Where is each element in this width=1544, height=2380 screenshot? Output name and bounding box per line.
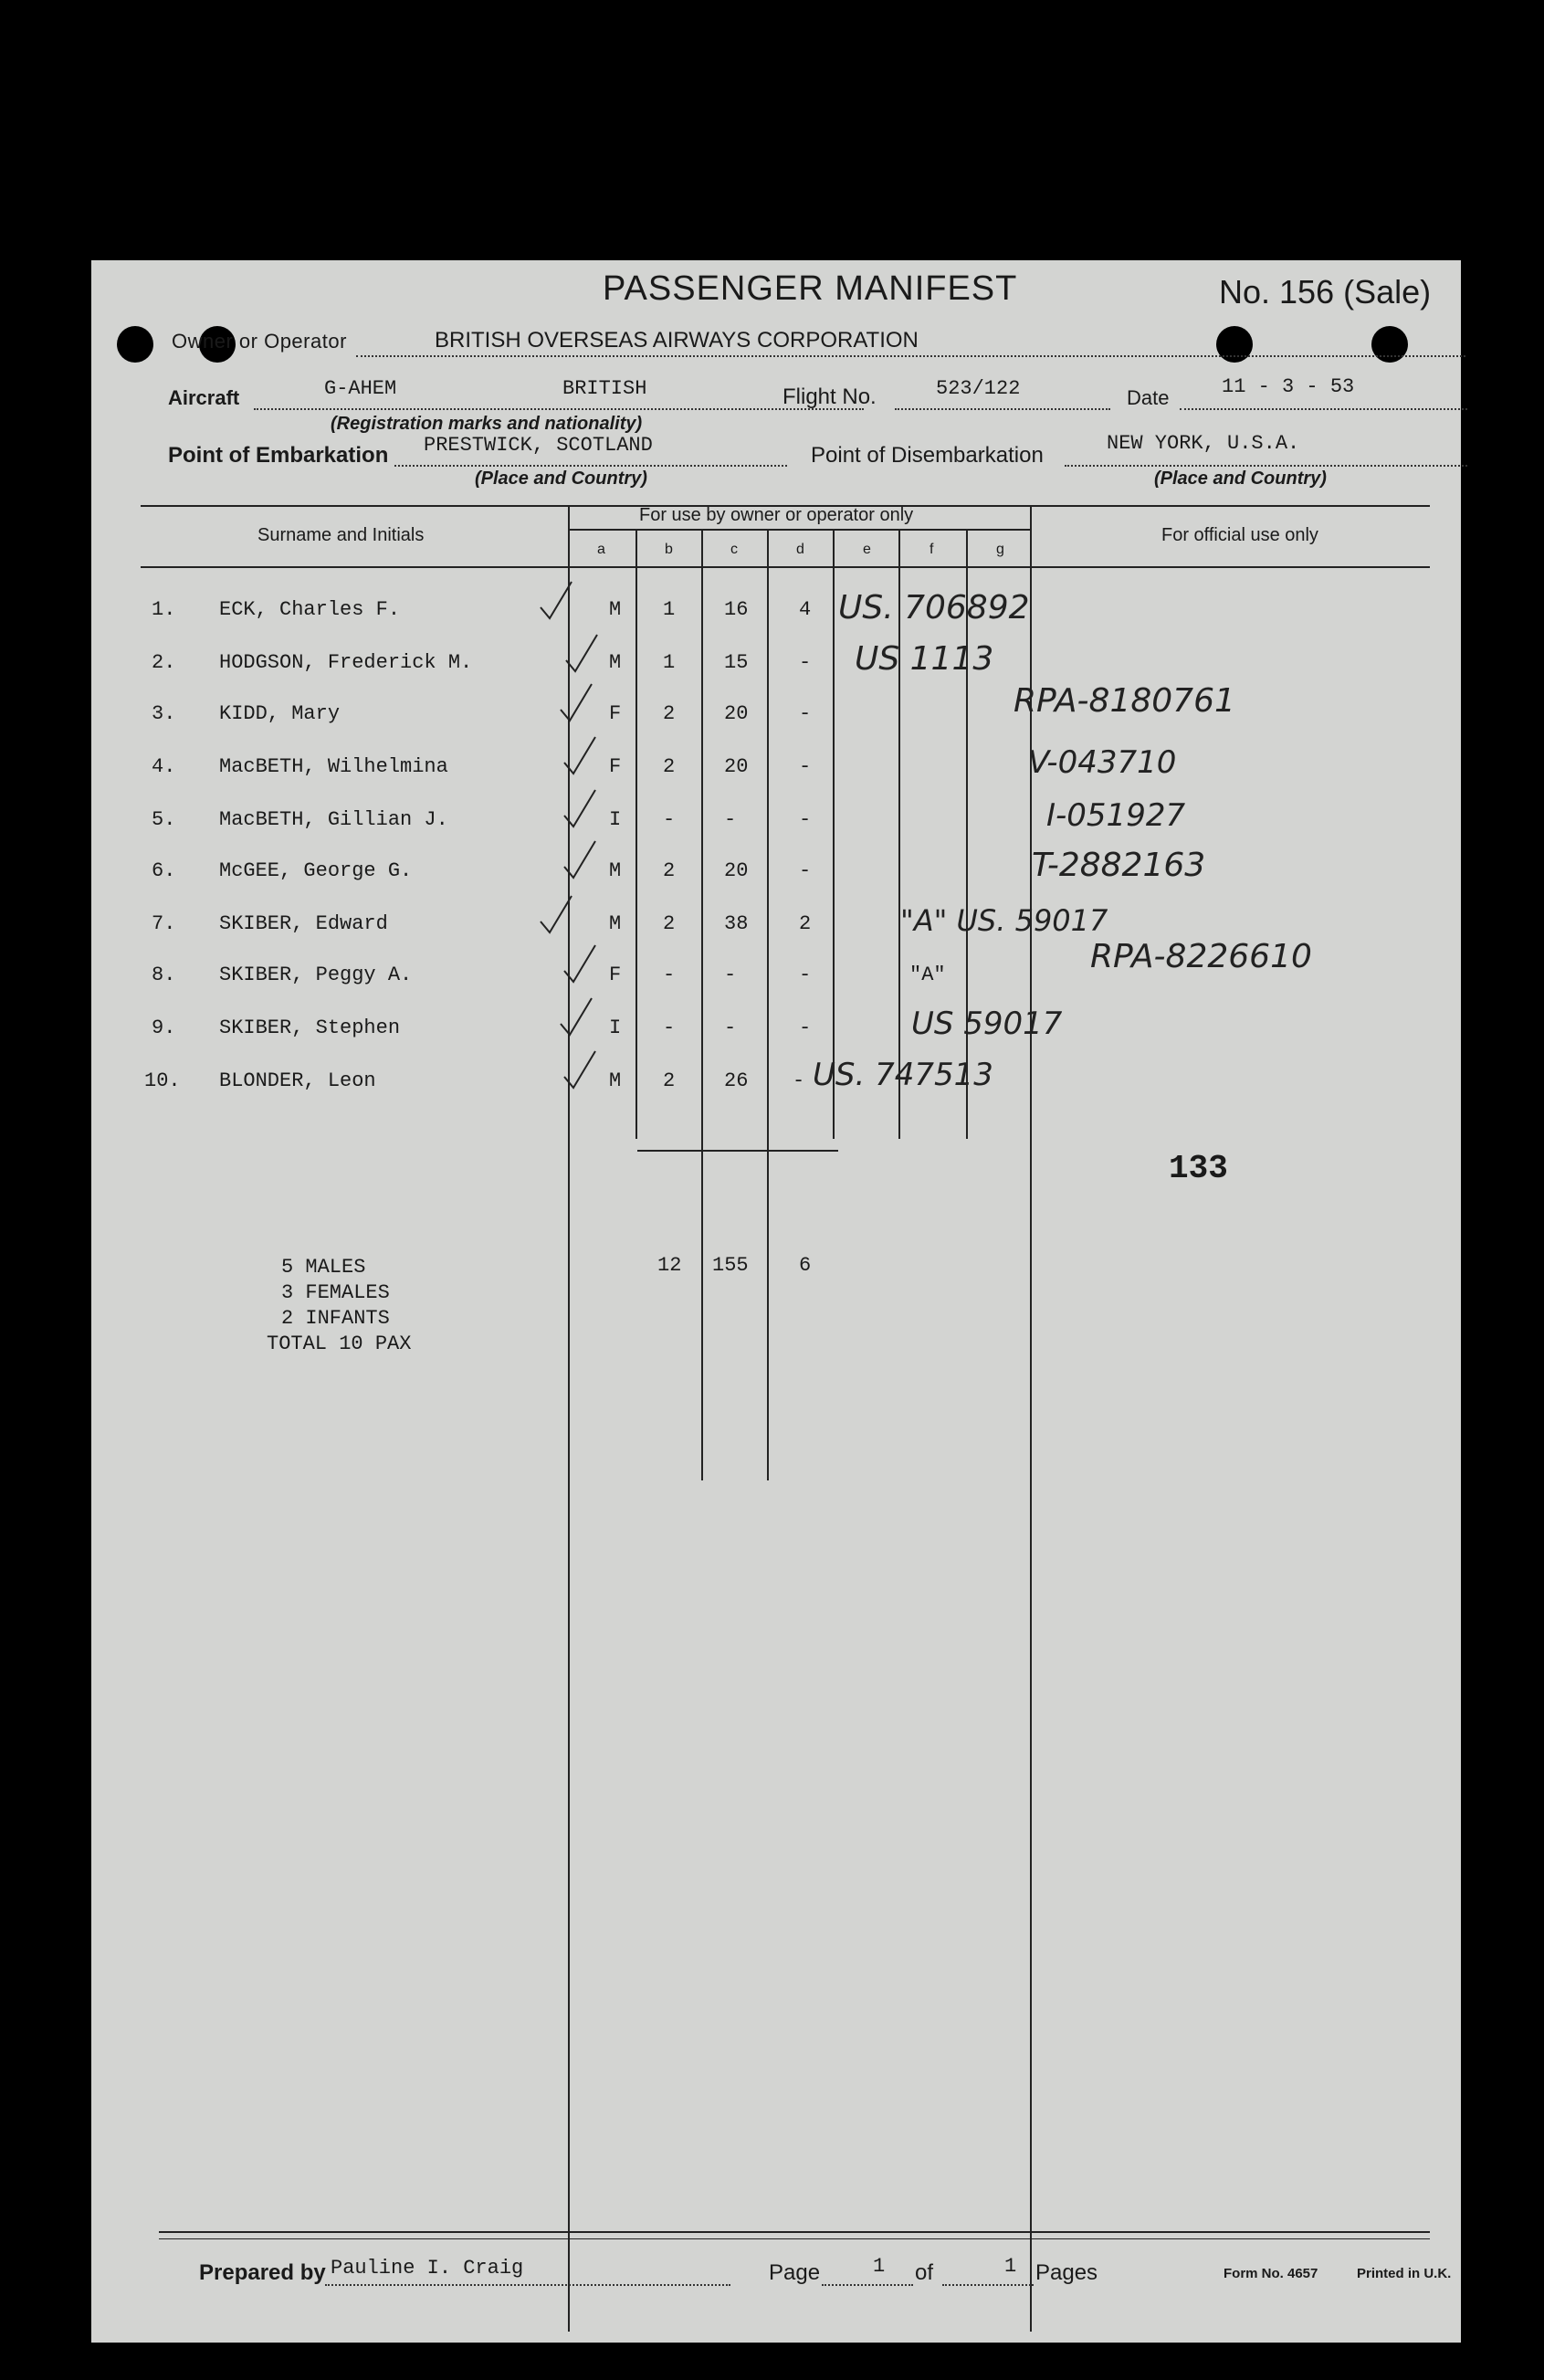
manifest-number: No. 156 (Sale) (1219, 273, 1432, 311)
cell-b: 2 (663, 755, 676, 778)
col-header-c: c (730, 542, 738, 557)
row-number: 1. (152, 598, 176, 621)
passenger-name: SKIBER, Peggy A. (219, 964, 413, 986)
passenger-name: BLONDER, Leon (219, 1069, 376, 1092)
page-value: 1 (873, 2255, 886, 2278)
checkmark-icon (561, 943, 599, 985)
of-label: of (915, 2260, 934, 2285)
cell-d: - (799, 1016, 812, 1039)
checkmark-icon (537, 580, 575, 622)
handwritten-passport: "A" US. 59017 (900, 903, 1108, 938)
col-header-g: g (996, 542, 1004, 557)
checkmark-icon (561, 788, 599, 830)
cell-d: - (799, 702, 812, 725)
place-caption-right: (Place and Country) (1154, 469, 1327, 489)
page-title: PASSENGER MANIFEST (603, 269, 1018, 308)
aircraft-label: Aircraft (168, 386, 240, 409)
checkmark-icon (562, 633, 601, 675)
pages-value: 1 (1004, 2255, 1017, 2278)
cell-c: 16 (724, 598, 749, 621)
cell-a: M (609, 912, 622, 935)
cell-b: - (663, 1016, 676, 1039)
place-caption-left: (Place and Country) (475, 469, 647, 489)
cell-b: 2 (663, 1069, 676, 1092)
handwritten-official-number: I-051927 (1046, 797, 1186, 834)
checkmark-icon (561, 735, 599, 777)
flight-label: Flight No. (783, 384, 877, 409)
passenger-name: ECK, Charles F. (219, 598, 401, 621)
checkmark-icon (537, 894, 575, 936)
summary-females: 3 FEMALES (281, 1281, 390, 1304)
passenger-name: SKIBER, Edward (219, 912, 388, 935)
cell-b: 1 (663, 598, 676, 621)
form-number: Form No. 4657 (1224, 2266, 1318, 2281)
date-label: Date (1127, 386, 1170, 409)
cell-c: 15 (724, 651, 749, 674)
cell-d: - (799, 651, 812, 674)
date-value: 11 - 3 - 53 (1222, 375, 1355, 398)
cell-d: - (799, 755, 812, 778)
official-header: For official use only (1161, 525, 1318, 545)
cell-a: F (609, 702, 622, 725)
passenger-name: HODGSON, Frederick M. (219, 651, 473, 674)
passenger-name: KIDD, Mary (219, 702, 341, 725)
operator-header: For use by owner or operator only (639, 505, 914, 525)
prepared-value: Pauline I. Craig (331, 2257, 524, 2280)
row-number: 8. (152, 964, 176, 986)
cell-b: 1 (663, 651, 676, 674)
prepared-label: Prepared by (199, 2260, 326, 2285)
row-number: 2. (152, 651, 176, 674)
summary-total: TOTAL 10 PAX (267, 1332, 412, 1355)
embarkation-label: Point of Embarkation (168, 443, 389, 468)
cell-c: 38 (724, 912, 749, 935)
cell-c: 20 (724, 755, 749, 778)
row-number: 10. (144, 1069, 181, 1092)
checkmark-icon (557, 996, 595, 1038)
cell-b: 2 (663, 859, 676, 882)
aircraft-nationality: BRITISH (562, 377, 647, 400)
handwritten-passport: US 59017 (911, 1006, 1063, 1042)
cell-d: - (799, 859, 812, 882)
passenger-name: McGEE, George G. (219, 859, 413, 882)
cell-a: M (609, 598, 622, 621)
passenger-name: MacBETH, Gillian J. (219, 808, 448, 831)
total-c: 155 (712, 1254, 749, 1277)
cell-a: I (609, 1016, 622, 1039)
row-number: 4. (152, 755, 176, 778)
pages-label: Pages (1035, 2260, 1098, 2285)
row-number: 7. (152, 912, 176, 935)
disembarkation-value: NEW YORK, U.S.A. (1107, 432, 1300, 455)
cell-a: M (609, 859, 622, 882)
cell-a: M (609, 651, 622, 674)
cell-a: M (609, 1069, 622, 1092)
cell-a: F (609, 755, 622, 778)
cell-c: - (724, 808, 737, 831)
manifest-page (91, 260, 1461, 2343)
flight-value: 523/122 (936, 377, 1021, 400)
aircraft-reg: G-AHEM (324, 377, 397, 400)
punch-hole-right-2 (1371, 326, 1408, 363)
handwritten-official-number: RPA-8226610 (1090, 938, 1312, 975)
col-header-b: b (665, 542, 673, 557)
cell-d: 4 (799, 598, 812, 621)
handwritten-passport: US. 706892 (838, 589, 1030, 627)
cell-b: - (663, 964, 676, 986)
cell-c: - (724, 1016, 737, 1039)
total-d: 6 (799, 1254, 812, 1277)
col-header-d: d (796, 542, 804, 557)
cell-d: 2 (799, 912, 812, 935)
checkmark-icon (561, 839, 599, 881)
row-number: 5. (152, 808, 176, 831)
cell-a: I (609, 808, 622, 831)
summary-males: 5 MALES (281, 1256, 366, 1279)
checkmark-icon (557, 682, 595, 724)
page-label: Page (769, 2260, 821, 2285)
cell-b: 2 (663, 912, 676, 935)
stamp-number: 133 (1169, 1150, 1228, 1187)
cell-c: 20 (724, 702, 749, 725)
handwritten-official-number: RPA-8180761 (1014, 682, 1235, 720)
handwritten-official-number: T-2882163 (1032, 847, 1206, 884)
cell-b: 2 (663, 702, 676, 725)
total-b: 12 (657, 1254, 682, 1277)
row-number: 6. (152, 859, 176, 882)
printed-in: Printed in U.K. (1357, 2266, 1452, 2281)
punch-hole-right-1 (1216, 326, 1253, 363)
embarkation-value: PRESTWICK, SCOTLAND (424, 434, 653, 457)
passport-reference: "A" (909, 964, 946, 986)
registration-caption: (Registration marks and nationality) (331, 414, 643, 434)
summary-infants: 2 INFANTS (281, 1307, 390, 1330)
row-number: 9. (152, 1016, 176, 1039)
cell-a: F (609, 964, 622, 986)
handwritten-passport: US. 747513 (813, 1057, 993, 1093)
passenger-name: MacBETH, Wilhelmina (219, 755, 448, 778)
row-number: 3. (152, 702, 176, 725)
punch-hole-left-1 (117, 326, 153, 363)
cell-c: 26 (724, 1069, 749, 1092)
owner-value: BRITISH OVERSEAS AIRWAYS CORPORATION (435, 328, 919, 353)
checkmark-icon (561, 1049, 599, 1091)
cell-c: 20 (724, 859, 749, 882)
handwritten-passport: US 1113 (855, 640, 994, 678)
cell-b: - (663, 808, 676, 831)
col-header-a: a (597, 542, 605, 557)
disembarkation-label: Point of Disembarkation (811, 443, 1044, 468)
cell-d: - (799, 808, 812, 831)
passenger-name: SKIBER, Stephen (219, 1016, 401, 1039)
surname-header: Surname and Initials (257, 525, 425, 545)
cell-d: - (799, 964, 812, 986)
handwritten-official-number: V-043710 (1028, 744, 1177, 781)
owner-label: Owner or Operator (172, 330, 347, 353)
col-header-f: f (930, 542, 934, 557)
cell-d: - (793, 1069, 805, 1092)
cell-c: - (724, 964, 737, 986)
col-header-e: e (863, 542, 871, 557)
